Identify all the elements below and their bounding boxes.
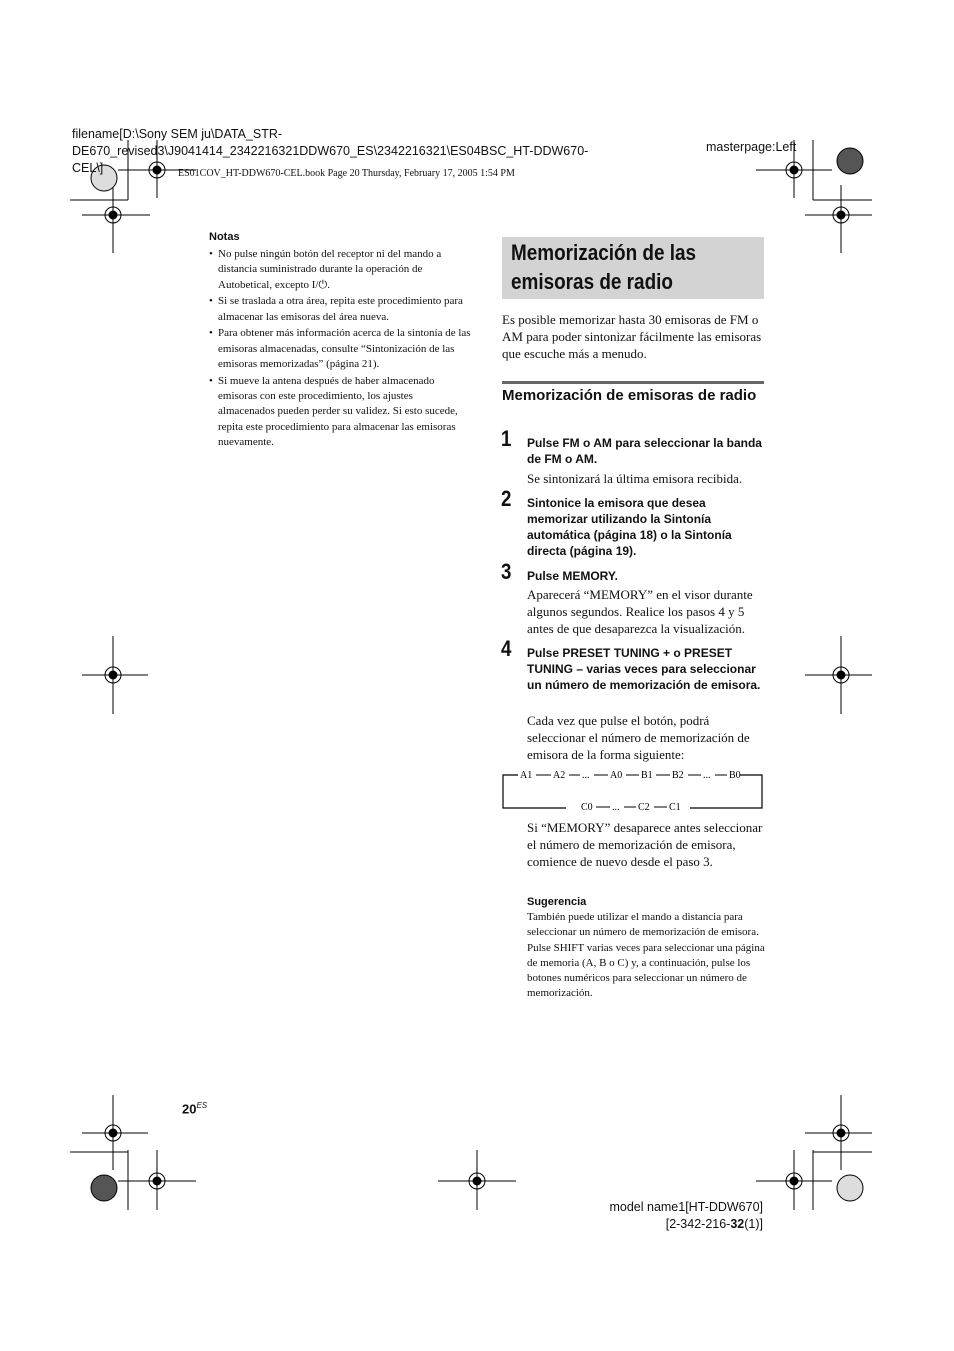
preset-label: C2 [638,802,650,813]
preset-label: A0 [610,770,623,781]
page-number-value: 20 [182,1101,197,1117]
notes-list [209,247,471,452]
page-language-suffix: ES [196,1101,208,1110]
step-body: Aparecerá “MEMORY” en el visor durante algunos segundos. Realice los pasos 4 y 5 antes de que desaparezca la visualización. [527,587,753,636]
step-title: Pulse MEMORY. [527,569,618,583]
step-title: Sintonice la emisora que desea memorizar utilizando la Sintonía automática (página 18) o la Sintonía directa (página 19). [527,496,732,558]
preset-label: B0 [729,770,741,781]
step-title: Pulse PRESET TUNING + o PRESET TUNING – varias veces para seleccionar un número de memorización de emisora. [527,646,761,692]
model-name: model name1[HT-DDW670] [609,1200,763,1214]
book-info-line: ES01COV_HT-DDW670-CEL.book Page 20 Thursday, February 17, 2005 1:54 PM [178,168,515,179]
step-number: 3 [501,559,512,584]
preset-label: B1 [641,770,653,781]
model-code-suffix: (1)] [744,1217,763,1231]
filename-header: filename[D:\Sony SEM ju\DATA_STR-DE670_revised3\J9041414_2342216321DDW670_ES\2342216321\ES04BSC_HT-DDW670-CEL\] [72,127,589,175]
note-item: • Si mueve la antena después de haber almacenado emisoras con este procedimiento, los ajustes almacenados pueden perder su validez. Si esto sucede, repita este procedimiento para almacenar las emisoras nuevamente. [209,374,471,450]
page-number [182,1101,207,1116]
section-intro: Es posible memorizar hasta 30 emisoras de FM o AM para poder sintonizar fácilmente las emisoras que escuche más a menudo. [502,312,762,361]
after-diagram-text: Si “MEMORY” desaparece antes seleccionar el número de memorización de emisora, comience de nuevo desde el paso 3. [527,820,763,869]
section-title: Memorización de las emisoras de radio [511,240,697,294]
preset-label: C1 [669,802,681,813]
tip-title: Sugerencia [527,896,587,908]
subheading-rule [502,381,764,384]
preset-label: B2 [672,770,684,781]
preset-label: C0 [581,802,593,813]
model-code-prefix: [2-342-216- [665,1217,731,1231]
preset-label: ... [703,770,711,781]
note-item: • Para obtener más información acerca de la sintonía de las emisoras almacenadas, consulte “Sintonización de las emisoras memorizadas” (página 21). [209,326,471,372]
preset-label: ... [582,770,590,781]
step-body: Cada vez que pulse el botón, podrá seleccionar el número de memorización de emisora de la forma siguiente: [527,713,750,762]
step-number: 1 [501,426,512,451]
notes-title: Notas [209,231,240,243]
tip-body: También puede utilizar el mando a distancia para seleccionar un número de memorización de emisora. Pulse SHIFT varias veces para seleccionar una página de memoria (A, B o C) y, a continuación, pulse los botones numéricos para seleccionar un número de memorización. [527,911,765,1000]
preset-label: A2 [553,770,566,781]
model-code [560,1216,763,1233]
model-code-bold: 32 [730,1217,745,1231]
note-item: • No pulse ningún botón del receptor ni del mando a distancia suministrado durante la operación de Autobetical, excepto I/⏻. [209,247,471,293]
subheading: Memorización de emisoras de radio [502,387,757,404]
step-body: Se sintonizará la última emisora recibida. [527,471,743,486]
model-info [560,1199,763,1233]
masterpage-label: masterpage:Left [706,140,797,154]
preset-label: ... [612,802,620,813]
step-title: Pulse FM o AM para seleccionar la banda de FM o AM. [527,436,762,466]
preset-cycle-diagram [500,767,766,813]
step-number: 4 [501,636,512,661]
note-item: • Si se traslada a otra área, repita este procedimiento para almacenar las emisoras del área nueva. [209,294,471,325]
step-number: 2 [501,486,512,511]
preset-label: A1 [520,770,533,781]
